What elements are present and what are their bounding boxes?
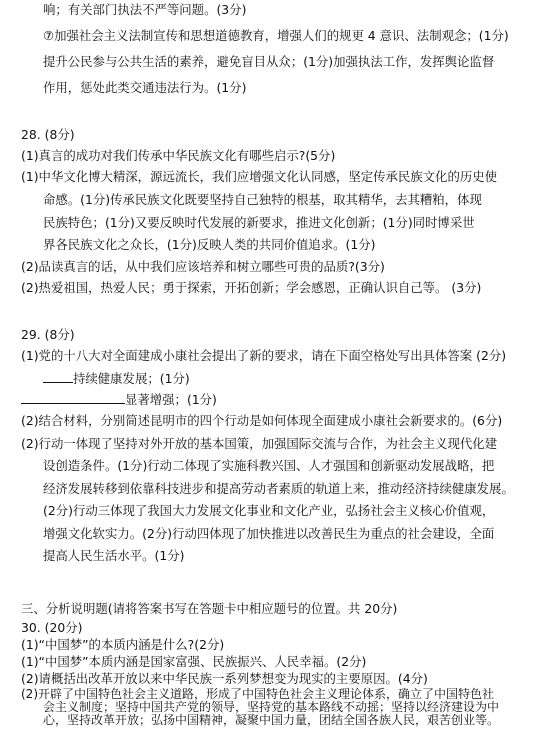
question: (1)党的十八大对全面建成小康社会提出了新的要求，请在下面空格处写出具体答案 (2分) xyxy=(21,348,507,363)
question-number: 30. (20分) xyxy=(21,620,83,635)
text-line: 提升公民参与公共生活的素养，避免盲目从众；(1分)加强执法工作，发挥舆论监督 xyxy=(43,54,495,69)
answer-blank xyxy=(21,391,125,404)
section-heading: 三、分析说明题(请将答案书写在答题卡中相应题号的位置。共 20分) xyxy=(21,601,398,616)
answer-line: (2)行动一体现了坚持对外开放的基本国策，加强国际交流与合作，为社会主义现代化建 xyxy=(21,436,498,451)
answer-line: 界各民族文化之众长，(1分)反映人类的共同价值追求。(1分) xyxy=(43,237,376,252)
answer-line: 心，坚持改革开放；弘扬中国精神，凝聚中国力量，团结全国各族人民，艰苦创业等。 xyxy=(43,713,500,727)
answer-line: 会主义制度；坚持中国共产党的领导，坚持党的基本路线不动摇；坚持以经济建设为中 xyxy=(43,700,500,714)
answer-line: 设创造条件。(1分)行动二体现了实施科教兴国、人才强国和创新驱动发展战略，把 xyxy=(43,458,495,473)
question: (1)“中国梦”的本质内涵是什么?(2分) xyxy=(21,637,225,652)
question-number: 28. (8分) xyxy=(21,127,75,142)
fill-blank-line xyxy=(21,391,217,408)
answer-line: (2分)行动三体现了我国大力发展文化事业和文化产业，弘扬社会主义核心价值观， xyxy=(43,503,495,518)
text-line: 作用，惩处此类交通违法行为。(1分) xyxy=(43,80,247,95)
text-line: 响；有关部门执法不严等问题。(3分) xyxy=(43,2,247,17)
question-number: 29. (8分) xyxy=(21,327,75,342)
answer-blank xyxy=(43,370,73,383)
question: (1)真言的成功对我们传承中华民族文化有哪些启示?(5分) xyxy=(21,148,336,163)
question: (2)结合材料，分别简述昆明市的四个行动是如何体现全面建成小康社会新要求的。(6分) xyxy=(21,413,503,428)
fill-blank-line xyxy=(43,370,190,387)
answer-line: (2)热爱祖国，热爱人民；勇于探索，开拓创新；学会感恩，正确认识自己等。 (3分) xyxy=(21,280,482,295)
answer-line: 经济发展转移到依靠科技进步和提高劳动者素质的轨道上来，推动经济持续健康发展。 xyxy=(43,481,514,496)
blank-text: 持续健康发展；(1分) xyxy=(73,371,190,386)
answer-line: 民族特色；(1分)又要反映时代发展的新要求，推进文化创新；(1分)同时博采世 xyxy=(43,215,475,230)
text-line: ⑦加强社会主义法制宣传和思想道德教育，增强人们的规更 4 意识、法制观念；(1分) xyxy=(43,28,509,43)
question: (2)品读真言的话，从中我们应该培养和树立哪些可贵的品质?(3分) xyxy=(21,259,385,274)
answer-line: (2)开辟了中国特色社会主义道路，形成了中国特色社会主义理论体系，确立了中国特色社 xyxy=(21,687,495,701)
answer-line: 提高人民生活水平。(1分) xyxy=(43,548,185,563)
answer-line: (1)“中国梦”本质内涵是国家富强、民族振兴、人民幸福。(2分) xyxy=(21,654,367,669)
blank-text: 显著增强；(1分) xyxy=(125,392,217,407)
answer-line: 命感。(1分)传承民族文化既要坚持自己独特的根基，取其精华，去其糟粕，体现 xyxy=(43,192,482,207)
answer-line: (1)中华文化博大精深，源远流长，我们应增强文化认同感，坚定传承民族文化的历史使 xyxy=(21,169,498,184)
question: (2)请概括出改革开放以来中华民族一系列梦想变为现实的主要原因。(4分) xyxy=(21,671,428,686)
answer-line: 增强文化软实力。(2分)行动四体现了加快推进以改善民生为重点的社会建设，全面 xyxy=(43,526,495,541)
